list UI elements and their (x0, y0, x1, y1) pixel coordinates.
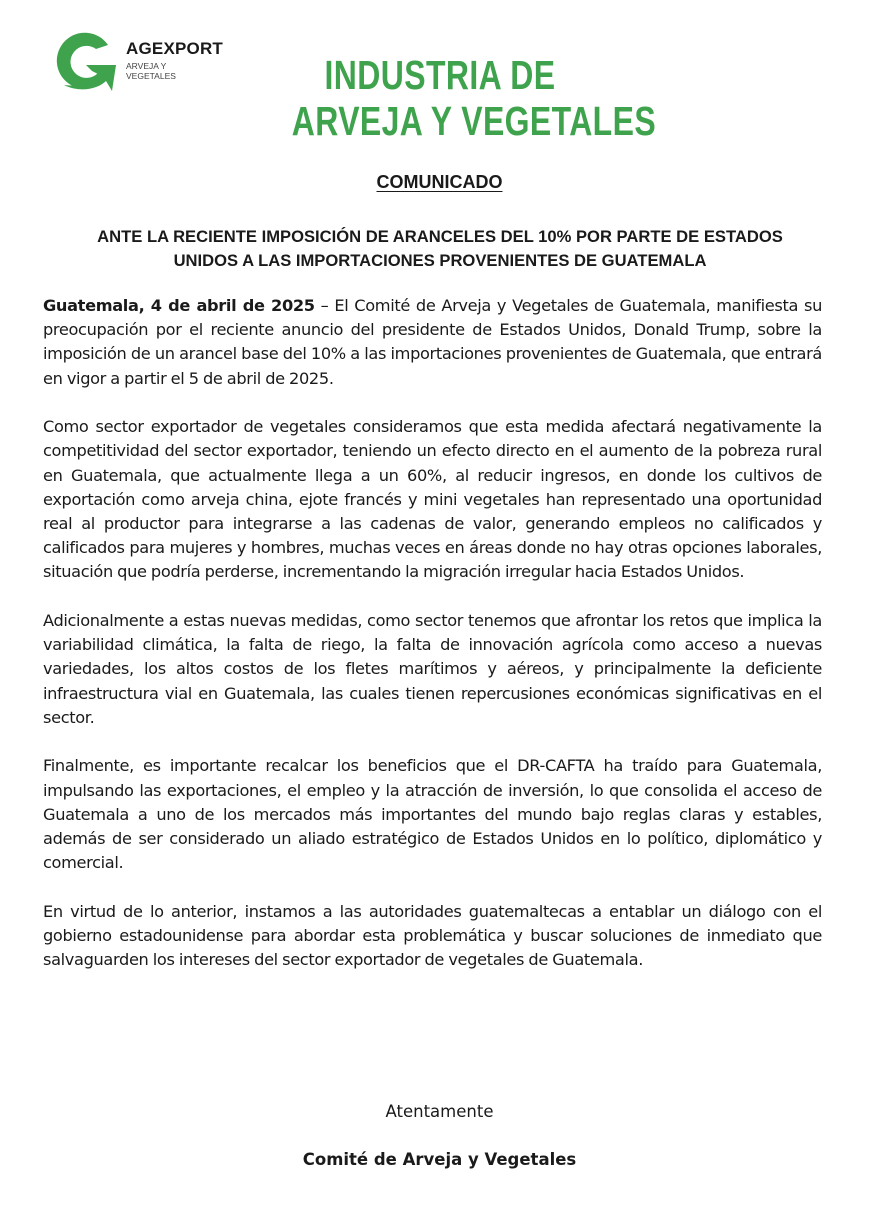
banner-line-2: ARVEJA Y VEGETALES (291, 98, 657, 144)
paragraph-impact: Como sector exportador de vegetales consideramos que esta medida afectará negativamente la competitividad del sector exportador, teniendo un efecto directo en el aumento de la pobreza rural en Guatemala, que actualmente llega a un 60%, al reducir ingresos, en donde los cultivos de exportación como arveja china, ejote francés y mini vegetales han representado una oportunidad real al productor para integrarse a las cadenas de valor, generando empleos no calificados y calificados para mujeres y hombres, muchas veces en áreas donde no hay otras opciones laborales, situación que podría perderse, incrementando la migración irregular hacia Estados Unidos. (43, 417, 822, 582)
paragraph-challenges: Adicionalmente a estas nuevas medidas, como sector tenemos que afrontar los retos que implica la variabilidad climática, la falta de riego, la falta de innovación agrícola como acceso a nuevas variedades, los altos costos de los fletes marítimos y aéreos, y principalmente la deficiente infraestructura vial en Guatemala, las cuales tienen repercusiones económicas significativas en el sector. (43, 611, 822, 727)
paragraph-intro (43, 294, 822, 391)
industry-banner-title (291, 52, 657, 144)
logo-subtitle-line-2: VEGETALES (126, 71, 176, 81)
signature: Comité de Arveja y Vegetales (302, 1150, 577, 1169)
paragraph-dr-cafta: Finalmente, es importante recalcar los beneficios que el DR-CAFTA ha traído para Guatemala, impulsando las exportaciones, el empleo y la atracción de inversión, lo que consolida el acceso de Guatemala a uno de los mercados más importantes del mundo bajo reglas claras y estables, además de ser considerado un aliado estratégico de Estados Unidos en lo político, diplomático y comercial. (43, 756, 822, 873)
paragraph-intro-text: – El Comité de Arveja y Vegetales de Guatemala, manifiesta su preocupación por el reciente anuncio del presidente de Estados Unidos, Donald Trump, sobre la imposición de un arancel base del 10% a las importaciones provenientes de Guatemala, que entrará en vigor a partir el 5 de abril de 2025. (43, 296, 823, 388)
headline-line-2: UNIDOS A LAS IMPORTACIONES PROVENIENTES DE GUATEMALA (173, 251, 707, 270)
agexport-g-arrow-icon (50, 27, 120, 97)
logo-subtitle (126, 61, 176, 81)
banner-line-1: INDUSTRIA DE (324, 52, 556, 98)
paragraph-call-to-action: En virtud de lo anterior, instamos a las autoridades guatemaltecas a entablar un diálogo con el gobierno estadounidense para abordar esta problemática y buscar soluciones de inmediato que salvaguarden los intereses del sector exportador de vegetales de Guatemala. (43, 901, 822, 970)
document-headline (40, 225, 840, 273)
agexport-logo (50, 27, 240, 97)
logo-brand-name: AGEXPORT (126, 39, 224, 58)
document-body (43, 294, 822, 997)
document-label: COMUNICADO (376, 172, 503, 192)
dateline: Guatemala, 4 de abril de 2025 (43, 296, 315, 315)
headline-line-1: ANTE LA RECIENTE IMPOSICIÓN DE ARANCELES DEL 10% POR PARTE DE ESTADOS (97, 227, 783, 246)
closing-salutation: Atentamente (385, 1102, 494, 1121)
logo-subtitle-line-1: ARVEJA Y (126, 61, 167, 71)
